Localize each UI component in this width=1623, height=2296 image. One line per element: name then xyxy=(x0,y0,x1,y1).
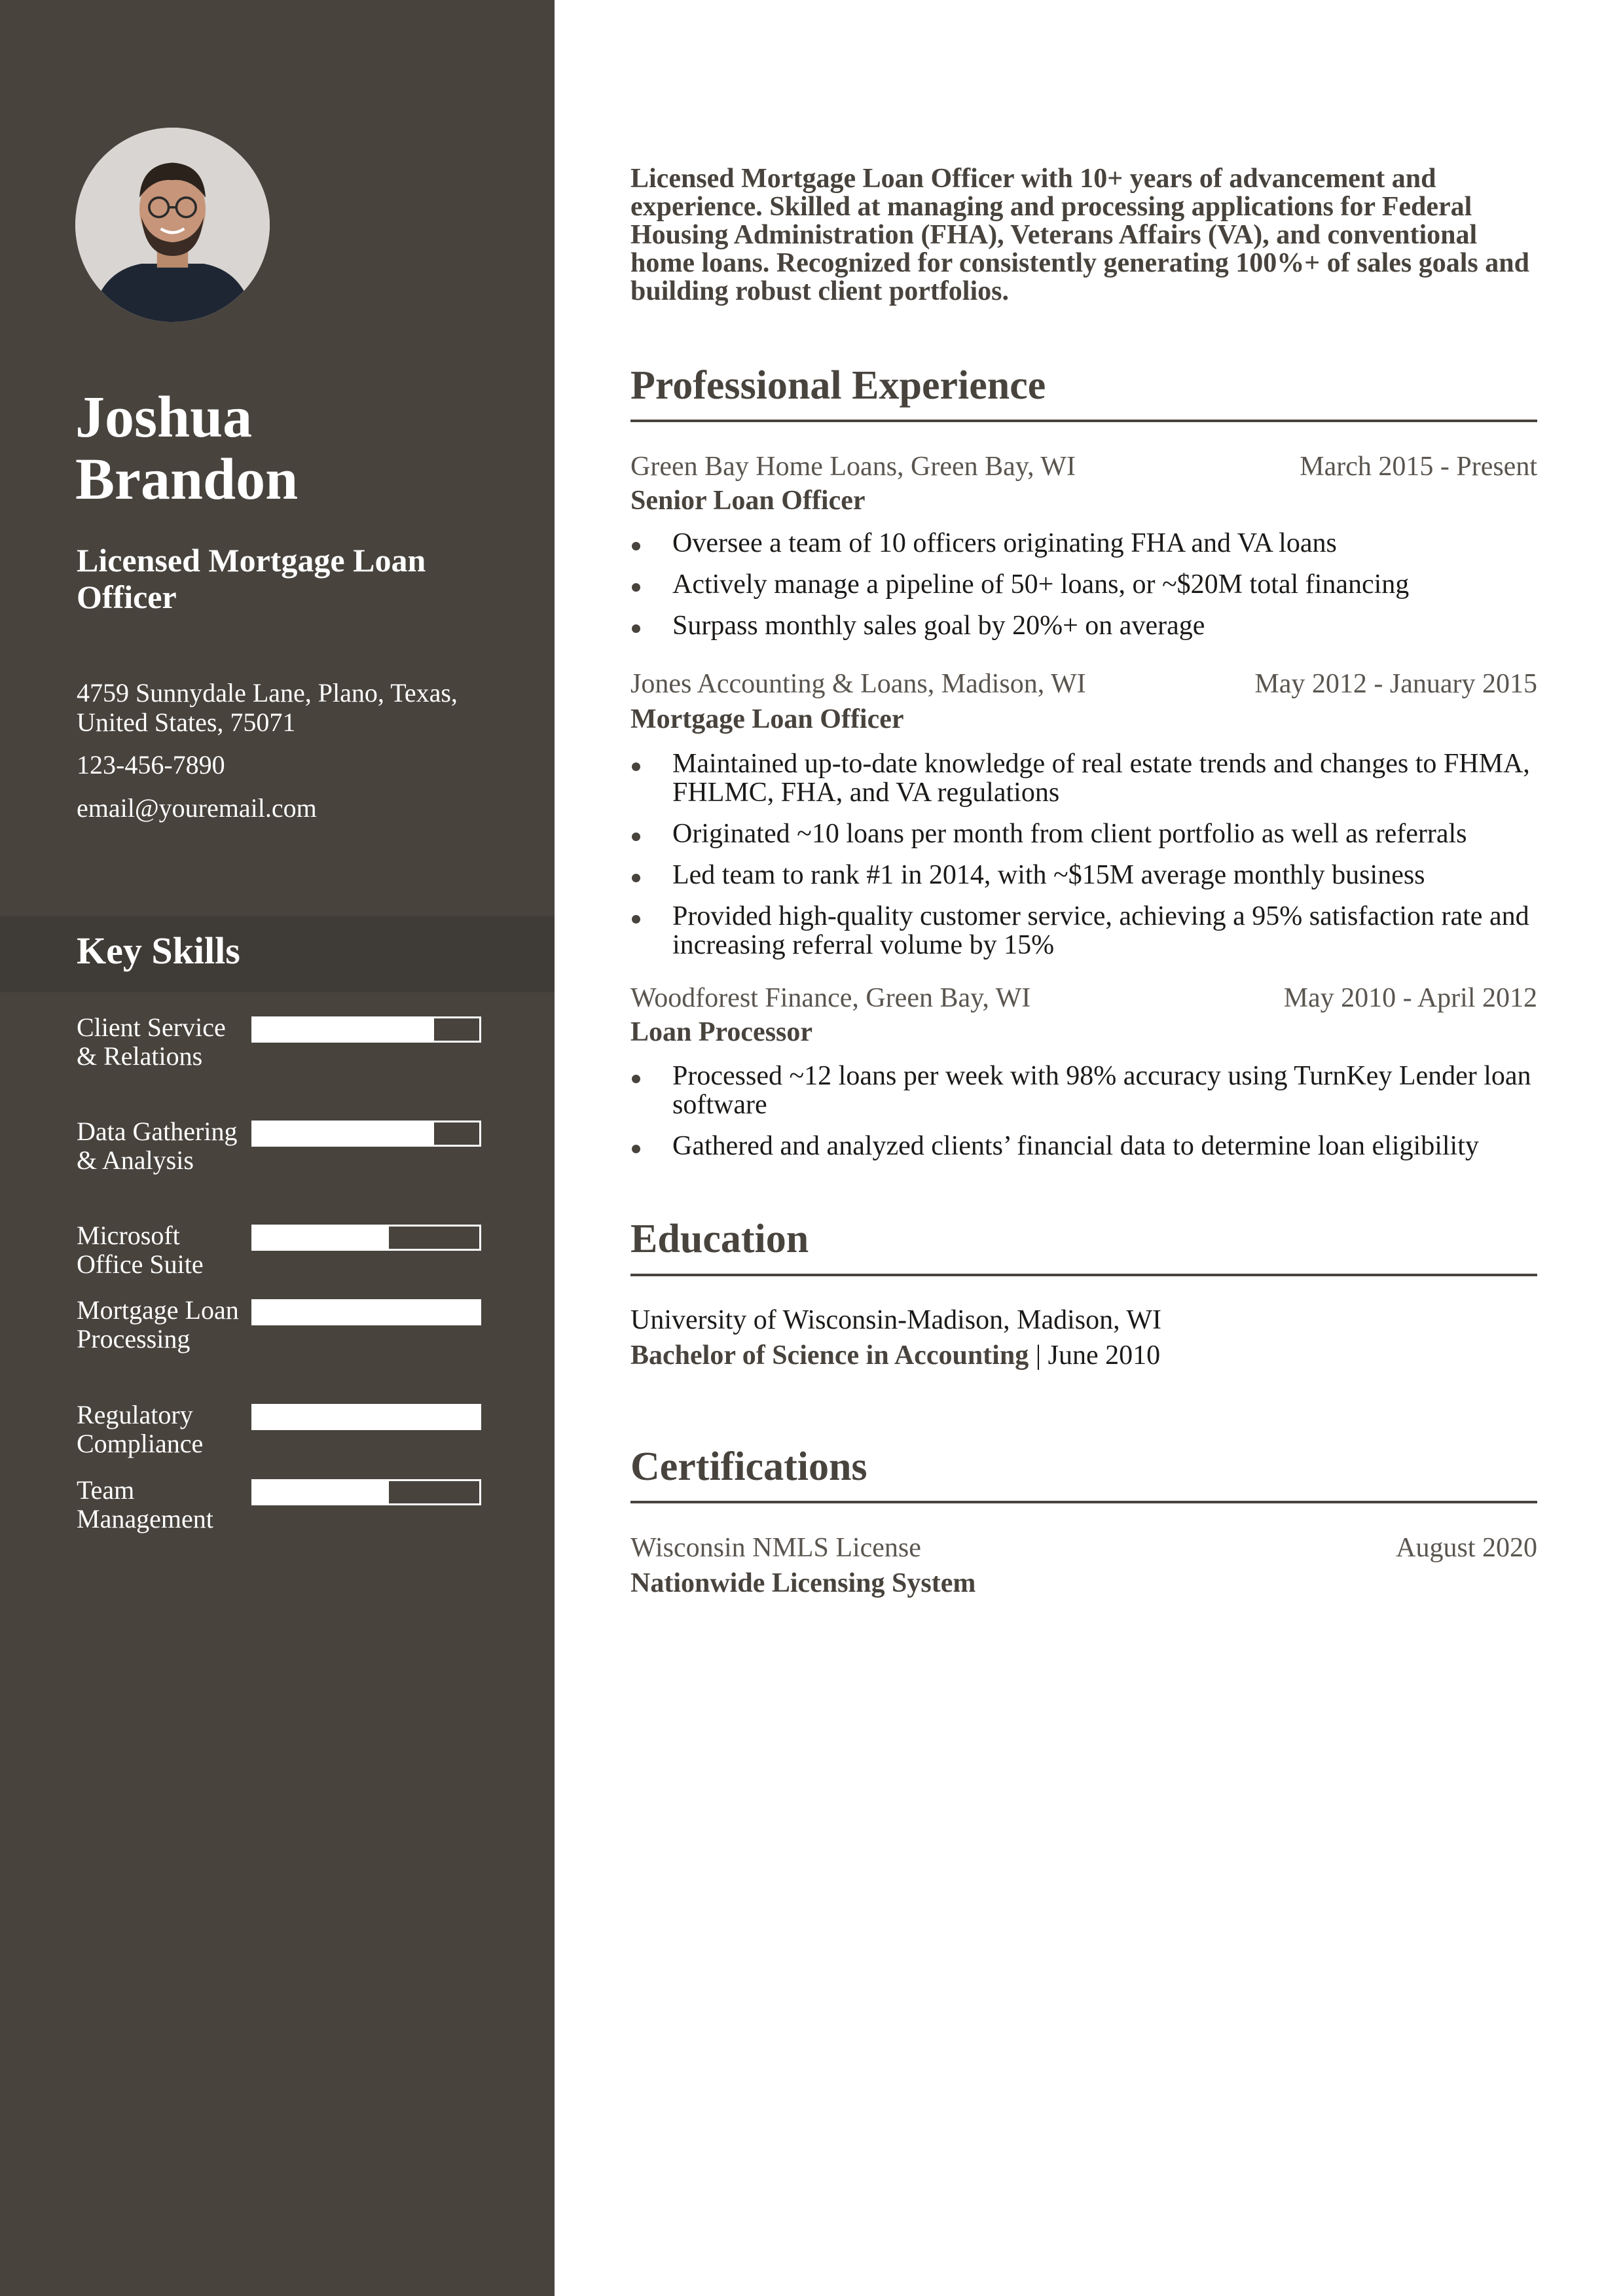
skill-label: Mortgage Loan Processing xyxy=(77,1295,239,1354)
certification-issuer: Nationwide Licensing System xyxy=(630,1568,976,1598)
skill-label: Microsoft Office Suite xyxy=(77,1221,204,1279)
list-item: Gathered and analyzed clients’ financial data to determine loan eligibility xyxy=(630,1132,1537,1160)
job-bullets xyxy=(630,529,1537,653)
sidebar xyxy=(0,0,555,2296)
job-title: Licensed Mortgage Loan Officer xyxy=(77,542,426,615)
education-heading: Education xyxy=(630,1217,809,1261)
skill-label: Team Management xyxy=(77,1475,213,1534)
education-degree-line xyxy=(630,1339,1160,1372)
experience-heading: Professional Experience xyxy=(630,363,1046,408)
certification-name: Wisconsin NMLS License xyxy=(630,1533,921,1563)
list-item: Maintained up-to-date knowledge of real estate trends and changes to FHMA, FHLMC, FHA, and VA regulations xyxy=(630,749,1537,807)
list-item: Oversee a team of 10 officers originating FHA and VA loans xyxy=(630,529,1537,558)
job-company: Woodforest Finance, Green Bay, WI xyxy=(630,983,1031,1013)
skill-bar xyxy=(251,1225,481,1251)
skills-heading: Key Skills xyxy=(77,929,240,972)
section-divider xyxy=(630,1501,1537,1503)
education-degree: Bachelor of Science in Accounting xyxy=(630,1340,1029,1371)
list-item: Processed ~12 loans per week with 98% accuracy using TurnKey Lender loan software xyxy=(630,1062,1537,1119)
certification-date: August 2020 xyxy=(1396,1533,1537,1563)
job-role: Loan Processor xyxy=(630,1017,813,1047)
skill-fill xyxy=(253,1406,479,1428)
skill-label: Client Service & Relations xyxy=(77,1013,226,1071)
skill-fill xyxy=(253,1301,479,1323)
professional-summary: Licensed Mortgage Loan Officer with 10+ years of advancement and experience. Skilled at managing and processing applications for Federal Housing Administration (FHA), Veterans Affairs (VA), and conventional home loans. Recognized for consistently generating 100%+ of sales goals and building robust client portfolios. xyxy=(630,164,1529,306)
job-dates: May 2010 - April 2012 xyxy=(1283,983,1537,1013)
education-date: | June 2010 xyxy=(1029,1340,1161,1371)
skill-fill xyxy=(253,1481,389,1503)
skill-label: Data Gathering & Analysis xyxy=(77,1117,238,1175)
skill-bar xyxy=(251,1016,481,1043)
email: email@youremail.com xyxy=(77,793,317,823)
phone: 123-456-7890 xyxy=(77,750,225,780)
skill-fill xyxy=(253,1122,434,1145)
job-company: Green Bay Home Loans, Green Bay, WI xyxy=(630,452,1076,482)
skill-fill xyxy=(253,1227,389,1249)
last-name: Brandon xyxy=(75,447,299,512)
avatar xyxy=(75,128,270,322)
skill-bar xyxy=(251,1404,481,1430)
job-bullets xyxy=(630,749,1537,972)
candidate-name xyxy=(75,386,534,511)
list-item: Actively manage a pipeline of 50+ loans, or ~$20M total financing xyxy=(630,570,1537,599)
education-school: University of Wisconsin-Madison, Madison, WI xyxy=(630,1305,1162,1335)
skill-bar xyxy=(251,1479,481,1505)
address: 4759 Sunnydale Lane, Plano, Texas, United States, 75071 xyxy=(77,678,458,737)
skill-label: Regulatory Compliance xyxy=(77,1400,204,1458)
first-name: Joshua xyxy=(75,385,253,450)
job-role: Senior Loan Officer xyxy=(630,486,866,516)
job-dates: May 2012 - January 2015 xyxy=(1254,669,1537,699)
job-bullets xyxy=(630,1062,1537,1173)
skill-fill xyxy=(253,1018,434,1041)
list-item: Originated ~10 loans per month from client portfolio as well as referrals xyxy=(630,819,1537,848)
job-dates: March 2015 - Present xyxy=(1300,452,1537,482)
list-item: Surpass monthly sales goal by 20%+ on average xyxy=(630,611,1537,640)
certifications-heading: Certifications xyxy=(630,1444,867,1489)
skill-bar xyxy=(251,1299,481,1325)
section-divider xyxy=(630,1274,1537,1276)
skill-bar xyxy=(251,1121,481,1147)
section-divider xyxy=(630,420,1537,422)
job-role: Mortgage Loan Officer xyxy=(630,704,904,734)
job-company: Jones Accounting & Loans, Madison, WI xyxy=(630,669,1086,699)
profile-photo xyxy=(75,128,270,322)
list-item: Provided high-quality customer service, achieving a 95% satisfaction rate and increasing referral volume by 15% xyxy=(630,902,1537,960)
list-item: Led team to rank #1 in 2014, with ~$15M average monthly business xyxy=(630,861,1537,889)
